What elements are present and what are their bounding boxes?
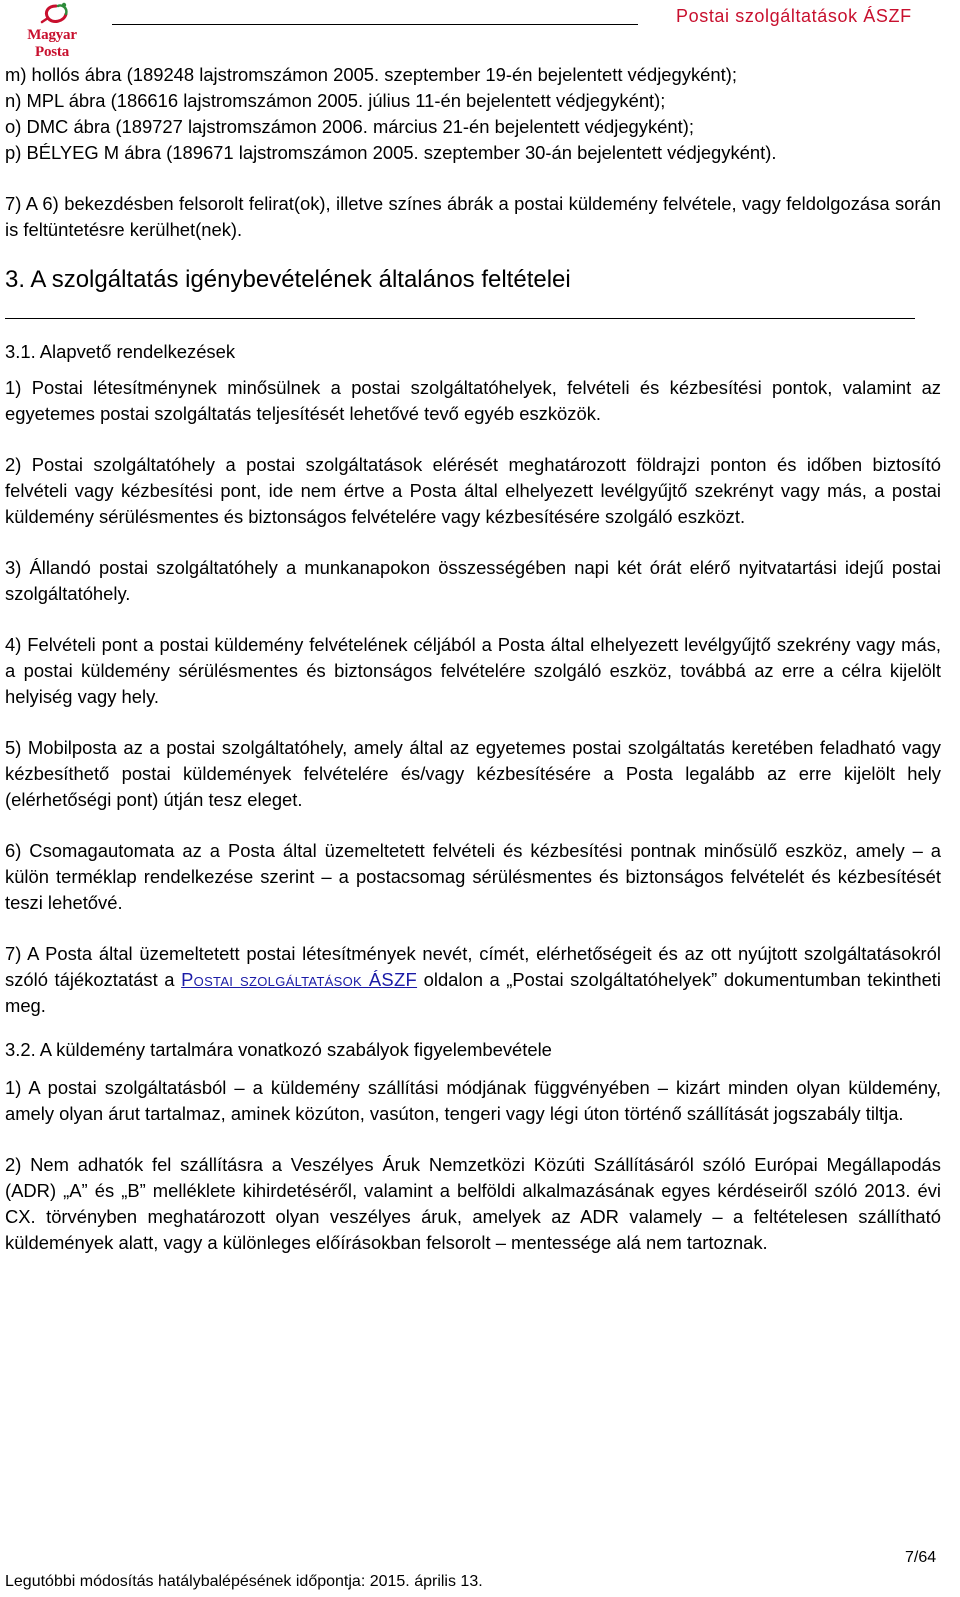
header-title: Postai szolgáltatások ÁSZF <box>676 6 912 26</box>
footer-last-modified: Legutóbbi módosítás hatálybalépésének időpontja: 2015. április 13. <box>5 1573 483 1590</box>
paragraph-3-1-6: 6) Csomagautomata az a Posta által üzemeltetett felvételi és kézbesítési pontnak minősülő eszköz, amely – a külön terméklap rendelkezése szerint – a postacsomag sérülésmentes és biztonságos felvételét és kézbesítését teszi lehetővé. <box>5 840 941 913</box>
list-item-o: o) DMC ábra (189727 lajstromszámon 2006. március 21-én bejelentett védjegyként); <box>5 116 694 137</box>
paragraph-3-1-7-pre: 7) A Posta által üzemeltetett postai létesítmények nevét, címét, elérhetőségeit és az ott nyújtott szolgáltatásokról szóló tájékoztatást a <box>5 943 941 990</box>
paragraph-3-1-2: 2) Postai szolgáltatóhely a postai szolgáltatások elérését meghatározott földrajzi ponton és időben biztosító felvételi vagy kézbesítési pont, ide nem értve a Posta által elhelyezett levélgyűjtő szekrényt vagy más, a postai küldemény sérülésmentes és biztonságos felvételére vagy kézbesítésére szolgáló eszközt. <box>5 454 941 527</box>
list-item-m: m) hollós ábra (189248 lajstromszámon 2005. szeptember 19-én bejelentett védjegyként); <box>5 64 737 85</box>
header-rule <box>112 24 638 25</box>
paragraph-3-1-7 <box>5 941 941 1019</box>
logo-wordmark: Magyar Posta <box>27 27 77 60</box>
post-horn-icon <box>12 0 92 30</box>
paragraph-3-1-1: 1) Postai létesítménynek minősülnek a postai szolgáltatóhelyek, felvételi és kézbesítési pontok, valamint az egyetemes postai szolgáltatás teljesítését lehetővé tevő egyéb eszközök. <box>5 377 941 424</box>
document-body <box>5 62 941 1256</box>
subsection-heading-3-1: 3.1. Alapvető rendelkezések <box>5 341 236 362</box>
paragraph-3-2-1: 1) A postai szolgáltatásból – a küldemény szállítási módjának függvényében – kizárt minden olyan küldemény, amely olyan árut tartalmaz, aminek közúton, vasúton, tengeri vagy légi úton történő szállítását jogszabály tiltja. <box>5 1077 941 1124</box>
list-item-n: n) MPL ábra (186616 lajstromszámon 2005. július 11-én bejelentett védjegyként); <box>5 90 666 111</box>
section-rule <box>5 318 915 319</box>
aszf-link[interactable]: Postai szolgáltatások ÁSZF <box>181 969 418 990</box>
paragraph-7: 7) A 6) bekezdésben felsorolt felirat(ok), illetve színes ábrák a postai küldemény felvétele, vagy feldolgozása során is feltüntetésre kerülhet(nek). <box>5 193 941 240</box>
paragraph-3-1-3: 3) Állandó postai szolgáltatóhely a munkanapokon összességében napi két órát elérő nyitvatartási idejű postai szolgáltatóhely. <box>5 557 941 604</box>
page-number: 7/64 <box>905 1549 937 1566</box>
paragraph-3-2-2: 2) Nem adhatók fel szállításra a Veszélyes Áruk Nemzetközi Közúti Szállításáról szóló Európai Megállapodás (ADR) „A” és „B” melléklete kihirdetéséről, valamint a belföldi alkalmazásának egyes kérdéseiről szóló 2013. évi CX. törvényben meghatározott olyan veszélyes áruk, amelyek az ADR valamely – a feltételesen szállítható küldemények alatt, vagy a különleges előírásokban felsorolt – mentessége alá nem tartoznak. <box>5 1154 941 1253</box>
magyar-posta-logo <box>12 0 92 60</box>
list-item-p: p) BÉLYEG M ábra (189671 lajstromszámon 2005. szeptember 30-án bejelentett védjegyként). <box>5 142 777 163</box>
paragraph-3-1-7-post: oldalon a „Postai szolgáltatóhelyek” dokumentumban tekintheti meg. <box>5 969 942 1016</box>
subsection-heading-3-2: 3.2. A küldemény tartalmára vonatkozó szabályok figyelembevétele <box>5 1039 552 1060</box>
section-heading-3: 3. A szolgáltatás igénybevételének általános feltételei <box>5 266 571 293</box>
paragraph-3-1-4: 4) Felvételi pont a postai küldemény felvételének céljából a Posta által elhelyezett levélgyűjtő szekrény vagy más, a postai küldemény sérülésmentes és biztonságos felvételére szolgáló eszköz, továbbá az erre a célra kijelölt helyiség vagy hely. <box>5 634 941 707</box>
paragraph-3-1-5: 5) Mobilposta az a postai szolgáltatóhely, amely által az egyetemes postai szolgáltatás keretében feladható vagy kézbesíthető postai küldemények felvételére és/vagy kézbesítésére a Posta legalább az erre kijelölt hely (elérhetőségi pont) útján tesz eleget. <box>5 737 941 810</box>
